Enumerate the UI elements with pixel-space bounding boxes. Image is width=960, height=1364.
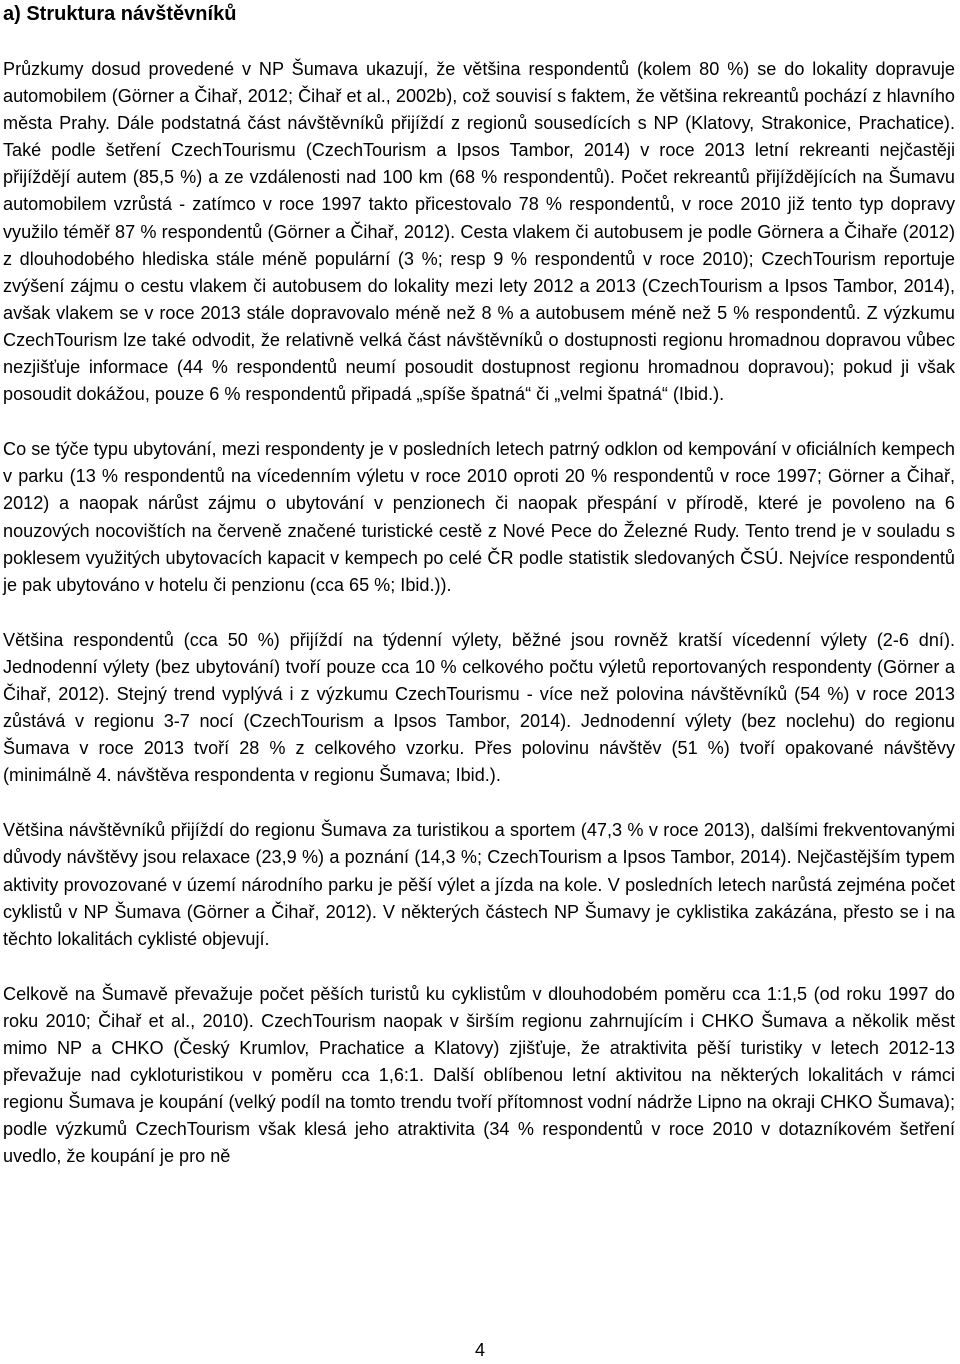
paragraph-transport: Průzkumy dosud provedené v NP Šumava ukazují, že většina respondentů (kolem 80 %) se do lokality dopravuje automobilem (Görner a Čihař, 2012; Čihař et al., 2002b), což souvisí s faktem, že většina rekreantů pochází z hlavního města Prahy. Dále podstatná část návštěvníků přijíždí z regionů sousedících s NP (Klatovy, Strakonice, Prachatice). Také podle šetření CzechTourismu (CzechTourism a Ipsos Tambor, 2014) v roce 2013 letní rekreanti nejčastěji přijíždějí autem (85,5 %) a ze vzdálenosti nad 100 km (68 % respondentů). Počet rekreantů přijíždějících na Šumavu automobilem vzrůstá - zatímco v roce 1997 takto přicestovalo 78 % respondentů, v roce 2010 již tento typ dopravy využilo téměř 87 % respondentů (Görner a Čihař, 2012). Cesta vlakem či autobusem je podle Görnera a Čihaře (2012) z dlouhodobého hlediska stále méně populární (3 %; resp 9 % respondentů v roce 2010); CzechTourism reportuje zvýšení zájmu o cestu vlakem či autobusem do lokality mezi lety 2012 a 2013 (CzechTourism a Ipsos Tambor, 2014), avšak vlakem se v roce 2013 stále dopravovalo méně než 8 % a autobusem méně než 5 % respondentů. Z výzkumu CzechTourism lze také odvodit, že relativně velká část návštěvníků o dostupnosti regionu hromadnou dopravou vůbec nezjišťuje informace (44 % respondentů neumí posoudit dostupnost regionu hromadnou dopravou); pokud ji však posoudit dokážou, pouze 6 % respondentů připadá „spíše špatná“ či „velmi špatná“ (Ibid.). [3,59,955,405]
page-number: 4 [474,1340,485,1360]
paragraph-hikers-cyclists: Celkově na Šumavě převažuje počet pěších turistů ku cyklistům v dlouhodobém poměru cca 1:1,5 (od roku 1997 do roku 2010; Čihař et al., 2010). CzechTourism naopak v širším regionu zahrnujícím i CHKO Šumava a několik měst mimo NP a CHKO (Český Krumlov, Prachatice a Klatovy) zjišťuje, že atraktivita pěší turistiky v letech 2012-13 převažuje nad cykloturistikou v poměru cca 1,6:1. Další oblíbenou letní aktivitou na některých lokalitách v rámci regionu Šumava je koupání (velký podíl na tomto trendu tvoří přítomnost vodní nádrže Lipno na okraji CHKO Šumava); podle výzkumů CzechTourism však klesá jeho atraktivita (34 % respondentů v roce 2010 v dotazníkovém šetření uvedlo, že koupání je pro ně [3,983,955,1167]
paragraph-accommodation: Co se týče typu ubytování, mezi respondenty je v posledních letech patrný odklon od kempování v oficiálních kempech v parku (13 % respondentů na vícedenním výletu v roce 2010 oproti 20 % respondentů v roce 1997; Görner a Čihař, 2012) a naopak nárůst zájmu o ubytování v penzionech či naopak přespání v přírodě, které je povoleno na 6 nouzových nocovištích na červeně značené turistické cestě z Nové Pece do Železné Rudy. Tento trend je v souladu s poklesem využitých ubytovacích kapacit v kempech po celé ČR podle statistik sledovaných ČSÚ. Nejvíce respondentů je pak ubytováno v hotelu či penzionu (cca 65 %; Ibid.)). [3,439,955,595]
section-heading: a) Struktura návštěvníků [3,3,237,25]
paragraph-activities: Většina návštěvníků přijíždí do regionu Šumava za turistikou a sportem (47,3 % v roce 2013), dalšími frekventovanými důvody návštěvy jsou relaxace (23,9 %) a poznání (14,3 %; CzechTourism a Ipsos Tambor, 2014). Nejčastějším typem aktivity provozované v území národního parku je pěší výlet a jízda na kole. V posledních letech narůstá zejména počet cyklistů v NP Šumava (Görner a Čihař, 2012). V některých částech NP Šumavy je cyklistika zakázána, přesto se i na těchto lokalitách cyklisté objevují. [3,820,955,949]
paragraph-trip-length: Většina respondentů (cca 50 %) přijíždí na týdenní výlety, běžné jsou rovněž kratší vícedenní výlety (2-6 dní). Jednodenní výlety (bez ubytování) tvoří pouze cca 10 % celkového počtu výletů reportovaných respondenty (Görner a Čihař, 2012). Stejný trend vyplývá i z výzkumu CzechTourismu - více než polovina návštěvníků (54 %) v roce 2013 zůstává v regionu 3-7 nocí (CzechTourism a Ipsos Tambor, 2014). Jednodenní výlety (bez noclehu) do regionu Šumava v roce 2013 tvoří 28 % z celkového vzorku. Přes polovinu návštěv (51 %) tvoří opakované návštěvy (minimálně 4. návštěva respondenta v regionu Šumava; Ibid.). [3,629,955,786]
document-page [3,0,955,1198]
